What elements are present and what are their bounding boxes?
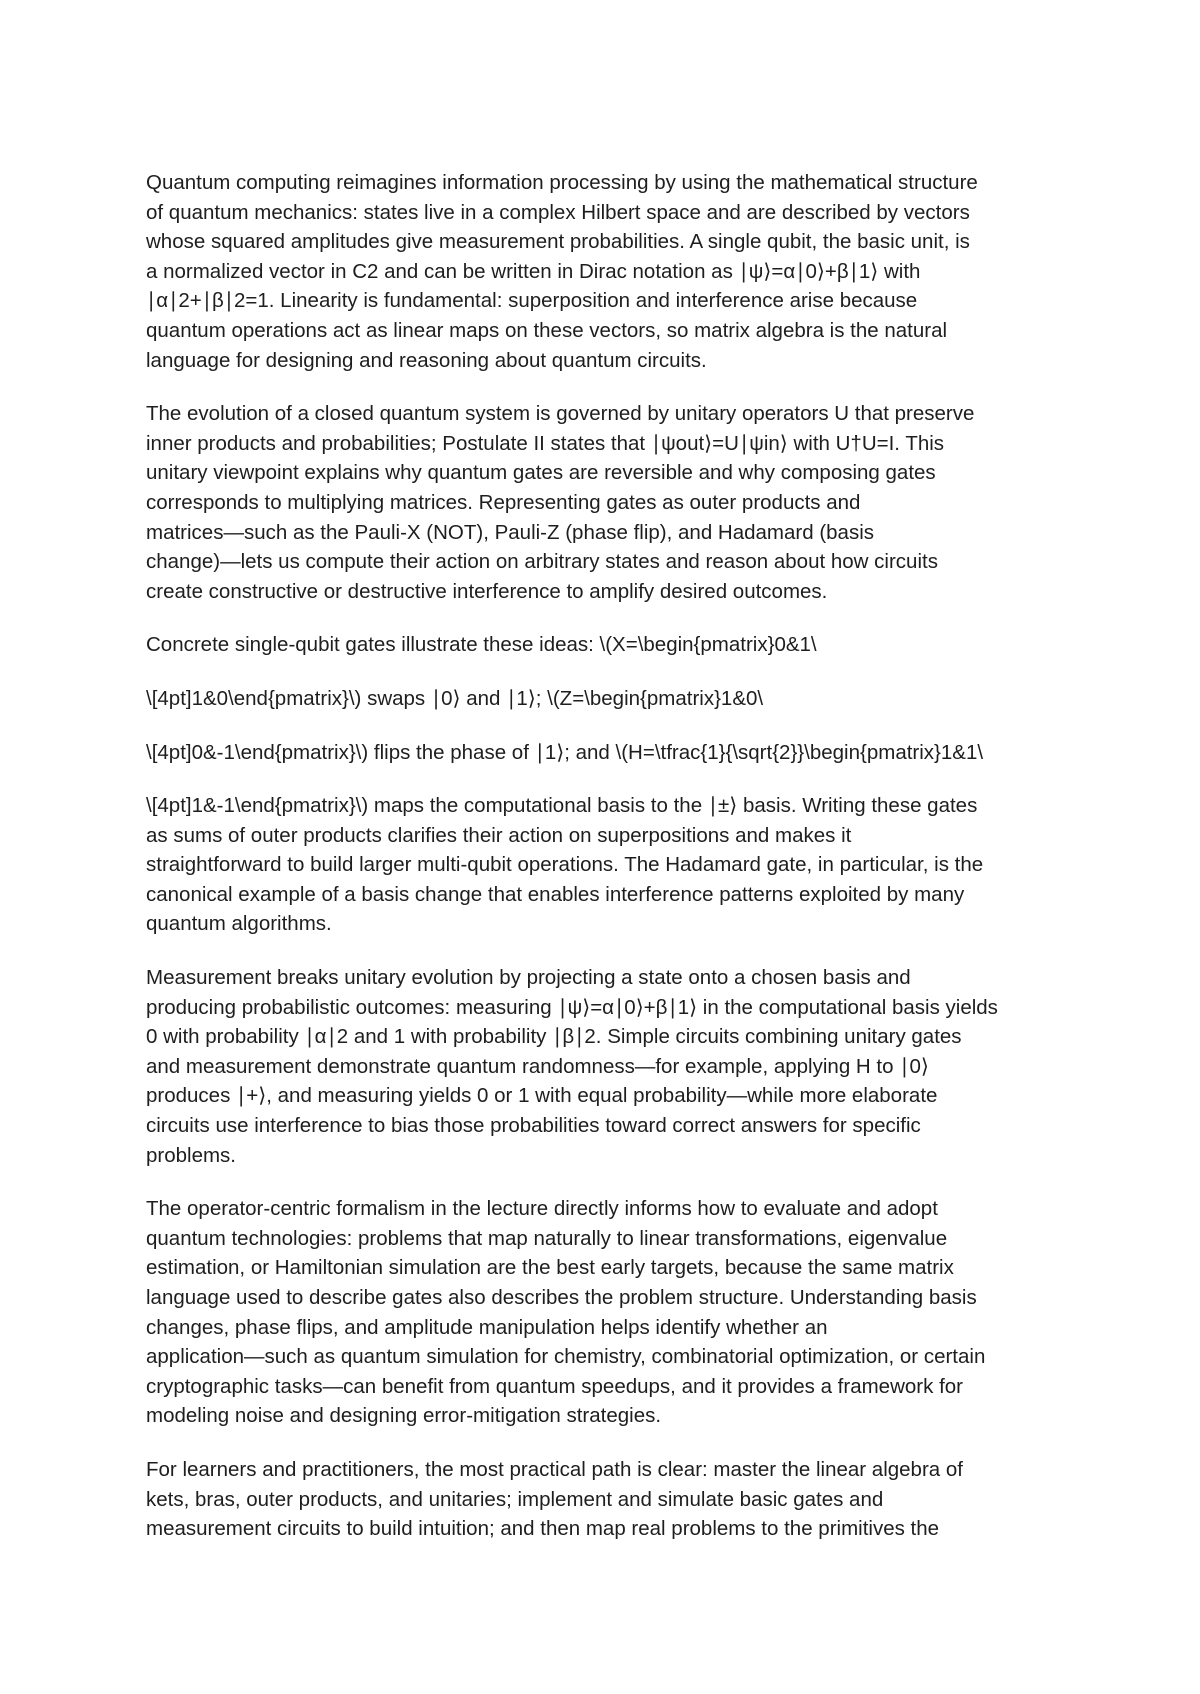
paragraph-unitary-evolution [146,399,1066,606]
text-line: and measurement demonstrate quantum randomness—for example, applying H to ∣0⟩ [146,1054,929,1078]
text-line: application—such as quantum simulation for chemistry, combinatorial optimization, or certain [146,1345,986,1369]
text-line: quantum operations act as linear maps on these vectors, so matrix algebra is the natural [146,318,948,342]
text-line: \[4pt]1&0\end{pmatrix}\) swaps ∣0⟩ and ∣1⟩; \(Z=\begin{pmatrix}1&0\ [146,686,764,710]
document-body [146,168,1066,1568]
text-line: language used to describe gates also describes the problem structure. Understanding basis [146,1286,977,1309]
text-line: 0 with probability ∣α∣2 and 1 with probability ∣β∣2. Simple circuits combining unitary gates [146,1025,962,1049]
text-line: circuits use interference to bias those probabilities toward correct answers for specific [146,1114,921,1138]
text-line: matrices—such as the Pauli-X (NOT), Pauli-Z (phase flip), and Hadamard (basis [146,520,875,544]
text-line: problems. [146,1143,237,1167]
text-line: The operator-centric formalism in the lecture directly informs how to evaluate and adopt [146,1197,938,1221]
text-line: estimation, or Hamiltonian simulation are the best early targets, because the same matrix [146,1256,954,1280]
paragraph-practical-path [146,1455,1066,1544]
text-line: measurement circuits to build intuition; and then map real problems to the primitives the [146,1517,940,1541]
text-line: whose squared amplitudes give measurement probabilities. A single qubit, the basic unit, is [146,230,970,254]
text-line: producing probabilistic outcomes: measuring ∣ψ⟩=α∣0⟩+β∣1⟩ in the computational basis yields [146,995,998,1019]
text-line: ∣α∣2+∣β∣2=1. Linearity is fundamental: superposition and interference arise because [146,289,918,313]
paragraph-gates-basis [146,791,1066,939]
text-line: of quantum mechanics: states live in a complex Hilbert space and are described by vectors [146,200,970,224]
paragraph-gates-x [146,630,1066,660]
text-line: change)—lets us compute their action on arbitrary states and reason about how circuits [146,550,938,574]
paragraph-gates-z [146,684,1066,714]
text-line: The evolution of a closed quantum system is governed by unitary operators U that preserve [146,402,975,426]
paragraph-gates-h [146,738,1066,768]
text-line: Concrete single-qubit gates illustrate these ideas: \(X=\begin{pmatrix}0&1\ [146,633,817,657]
text-line: language for designing and reasoning about quantum circuits. [146,348,707,372]
text-line: Measurement breaks unitary evolution by projecting a state onto a chosen basis and [146,966,911,990]
text-line: \[4pt]1&-1\end{pmatrix}\) maps the computational basis to the ∣±⟩ basis. Writing these gates [146,794,978,818]
text-line: inner products and probabilities; Postulate II states that ∣ψout⟩=U∣ψin⟩ with U†U=I. This [146,431,945,455]
text-line: as sums of outer products clarifies their action on superpositions and makes it [146,823,852,847]
text-line: corresponds to multiplying matrices. Representing gates as outer products and [146,490,861,514]
text-line: canonical example of a basis change that enables interference patterns exploited by many [146,882,965,906]
text-line: changes, phase flips, and amplitude manipulation helps identify whether an [146,1315,828,1339]
text-line: unitary viewpoint explains why quantum gates are reversible and why composing gates [146,461,936,485]
text-line: produces ∣+⟩, and measuring yields 0 or 1 with equal probability—while more elaborate [146,1084,938,1108]
text-line: kets, bras, outer products, and unitaries; implement and simulate basic gates and [146,1487,884,1511]
text-line: Quantum computing reimagines information processing by using the mathematical structure [146,171,978,194]
text-line: For learners and practitioners, the most practical path is clear: master the linear algebra of [146,1457,963,1481]
paragraph-intro [146,168,1066,375]
text-line: cryptographic tasks—can benefit from quantum speedups, and it provides a framework for [146,1374,963,1398]
paragraph-applications [146,1194,1066,1431]
text-line: quantum technologies: problems that map naturally to linear transformations, eigenvalue [146,1226,948,1250]
text-line: straightforward to build larger multi-qubit operations. The Hadamard gate, in particular, is the [146,853,984,877]
paragraph-measurement [146,963,1066,1170]
text-line: modeling noise and designing error-mitigation strategies. [146,1404,662,1428]
text-line: a normalized vector in C2 and can be written in Dirac notation as ∣ψ⟩=α∣0⟩+β∣1⟩ with [146,259,921,283]
text-line: \[4pt]0&-1\end{pmatrix}\) flips the phase of ∣1⟩; and \(H=\tfrac{1}{\sqrt{2}}\begin{pmatrix}1&1\ [146,740,984,764]
text-line: quantum algorithms. [146,912,332,936]
text-line: create constructive or destructive interference to amplify desired outcomes. [146,579,828,603]
